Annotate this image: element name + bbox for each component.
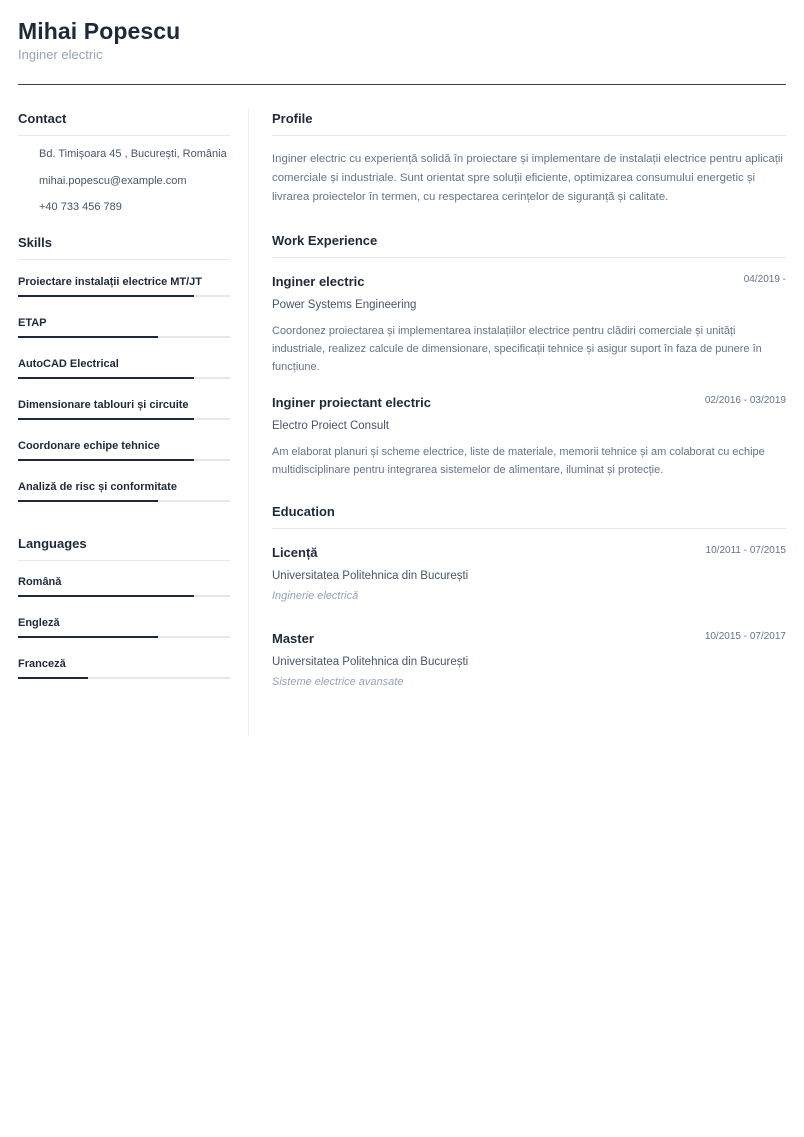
profile-section [272, 108, 786, 207]
institution: Universitatea Politehnica din București [272, 570, 469, 582]
profile-heading: Profile [272, 108, 786, 136]
languages-heading: Languages [18, 533, 230, 561]
skill-level-fill [18, 295, 194, 297]
skills-heading: Skills [18, 232, 230, 260]
contact-list [18, 136, 230, 215]
skill-name: Coordonare echipe tehnice [18, 440, 160, 452]
skill-level-bar [18, 500, 230, 502]
candidate-name: Mihai Popescu [18, 18, 181, 44]
job-description: Coordonez proiectarea și implementarea instalațiilor electrice pentru clădiri comerciale și unități industriale, realizez calcule de dimensionare, specificații tehnice și asigur suport în faza de punere în funcțiune. [272, 325, 762, 373]
language-level-fill [18, 595, 194, 597]
job-company: Electro Proiect Consult [272, 420, 389, 432]
language-level-bar [18, 636, 230, 638]
job-dates: 02/2016 - 03/2019 [704, 395, 786, 406]
contact-heading: Contact [18, 108, 230, 136]
language-item [18, 574, 230, 597]
degree-title: Licență [272, 545, 318, 560]
education-heading: Education [272, 501, 786, 529]
language-level-bar [18, 595, 230, 597]
contact-section [18, 108, 230, 215]
job-company: Power Systems Engineering [272, 299, 417, 311]
degree-dates: 10/2011 - 07/2015 [705, 545, 786, 556]
profile-summary: Inginer electric cu experiență solidă în proiectare și implementare de instalații electrice pentru aplicații comerciale și industriale. Sunt orientat spre soluții eficiente, optimizarea consumului energetic și livrarea proiectelor în termen, cu respectarea cerințelor de siguranță și calitate. [272, 153, 783, 203]
education-entry [272, 543, 786, 604]
main-content [272, 108, 786, 690]
skill-level-fill [18, 500, 158, 502]
education-section [272, 501, 786, 690]
skill-level-bar [18, 295, 230, 297]
skill-name: Analiză de risc și conformitate [18, 481, 177, 493]
skill-level-fill [18, 459, 194, 461]
contact-email[interactable]: mihai.popescu@example.com [39, 174, 187, 187]
job-title: Inginer electric [272, 274, 365, 289]
candidate-title: Inginer electric [18, 47, 103, 62]
skill-item [18, 315, 230, 338]
resume-header [18, 16, 786, 64]
work-entry [272, 272, 786, 376]
language-name: Franceză [18, 658, 66, 670]
skill-level-bar [18, 377, 230, 379]
work-section [272, 230, 786, 479]
language-name: Română [18, 576, 62, 588]
skill-item [18, 479, 230, 502]
institution: Universitatea Politehnica din București [272, 656, 469, 668]
skill-item [18, 356, 230, 379]
column-divider [248, 108, 249, 736]
language-level-fill [18, 636, 158, 638]
contact-address: Bd. Timișoara 45 , București, România [39, 148, 227, 160]
work-heading: Work Experience [272, 230, 786, 258]
field-of-study: Inginerie electrică [272, 590, 359, 602]
skill-level-fill [18, 418, 194, 420]
job-description: Am elaborat planuri și scheme electrice, liste de materiale, memorii tehnice și am colaborat cu echipe multidisciplinare pentru integrarea sistemelor de alimentare, iluminat și protecție. [272, 446, 765, 476]
contact-phone[interactable]: +40 733 456 789 [39, 201, 122, 213]
header-divider [18, 84, 786, 85]
skill-level-fill [18, 377, 194, 379]
skill-item [18, 274, 230, 297]
language-level-bar [18, 677, 230, 679]
skill-item [18, 397, 230, 420]
skill-item [18, 438, 230, 461]
degree-dates: 10/2015 - 07/2017 [704, 631, 786, 642]
job-dates: 04/2019 - [743, 274, 786, 285]
field-of-study: Sisteme electrice avansate [272, 676, 404, 688]
education-entry [272, 629, 786, 690]
job-title: Inginer proiectant electric [272, 395, 431, 410]
skill-name: ETAP [18, 317, 47, 329]
language-item [18, 656, 230, 679]
skill-level-bar [18, 459, 230, 461]
skill-name: AutoCAD Electrical [18, 358, 119, 370]
skill-level-bar [18, 336, 230, 338]
skill-name: Proiectare instalații electrice MT/JT [18, 276, 203, 288]
language-level-fill [18, 677, 88, 679]
degree-title: Master [272, 631, 314, 646]
skill-level-fill [18, 336, 158, 338]
sidebar [18, 108, 230, 679]
language-name: Engleză [18, 617, 60, 629]
skill-level-bar [18, 418, 230, 420]
languages-section [18, 533, 230, 679]
language-item [18, 615, 230, 638]
skill-name: Dimensionare tablouri și circuite [18, 399, 189, 411]
work-entry [272, 393, 786, 479]
skills-section [18, 232, 230, 502]
